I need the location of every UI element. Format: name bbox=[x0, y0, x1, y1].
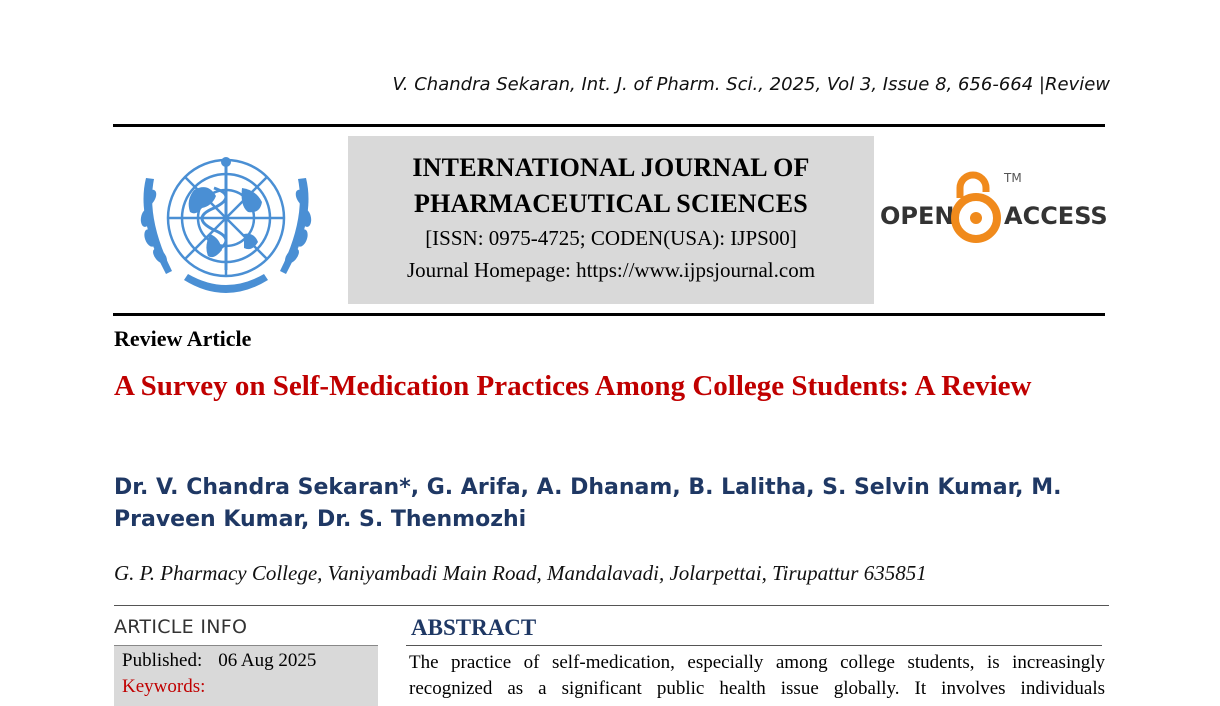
running-header: V. Chandra Sekaran, Int. J. of Pharm. Sci., 2025, Vol 3, Issue 8, 656-664 |Review bbox=[392, 74, 1110, 95]
journal-banner bbox=[348, 136, 874, 304]
open-access-left-word: OPEN bbox=[880, 202, 955, 230]
published-date: 06 Aug 2025 bbox=[218, 650, 317, 671]
open-access-right-word: ACCESS bbox=[1004, 202, 1108, 230]
journal-emblem-icon bbox=[124, 138, 328, 306]
open-lock-icon bbox=[955, 175, 997, 239]
open-access-logo bbox=[878, 164, 1108, 254]
published-row bbox=[122, 650, 316, 672]
abstract-text: The practice of self-medication, especially among college students, is increasingly recognized as a significant public health issue globally. It involves individuals bbox=[409, 652, 1105, 699]
header-bottom-rule bbox=[113, 313, 1105, 316]
abstract-rule bbox=[406, 645, 1102, 646]
trademark-mark: TM bbox=[1004, 171, 1022, 185]
article-type: Review Article bbox=[114, 326, 252, 351]
published-label: Published: bbox=[122, 650, 203, 671]
keywords-label: Keywords: bbox=[122, 676, 206, 697]
journal-issn: [ISSN: 0975-4725; CODEN(USA): IJPS00] bbox=[425, 226, 797, 250]
section-divider bbox=[114, 605, 1109, 606]
affiliation: G. P. Pharmacy College, Vaniyambadi Main Road, Mandalavadi, Jolarpettai, Tirupattur 635851 bbox=[114, 561, 927, 585]
article-info-heading: ARTICLE INFO bbox=[114, 616, 248, 638]
abstract-heading: ABSTRACT bbox=[411, 615, 537, 640]
header-top-rule bbox=[113, 124, 1105, 127]
journal-title-line1: INTERNATIONAL JOURNAL OF bbox=[412, 153, 810, 182]
journal-title-line2: PHARMACEUTICAL SCIENCES bbox=[414, 189, 808, 218]
article-title: A Survey on Self-Medication Practices Among College Students: A Review bbox=[114, 370, 1032, 402]
author-list: Dr. V. Chandra Sekaran*, G. Arifa, A. Dhanam, B. Lalitha, S. Selvin Kumar, M. Praveen Kumar, Dr. S. Thenmozhi bbox=[114, 475, 1062, 532]
journal-homepage: Journal Homepage: https://www.ijpsjournal.com bbox=[406, 258, 816, 282]
